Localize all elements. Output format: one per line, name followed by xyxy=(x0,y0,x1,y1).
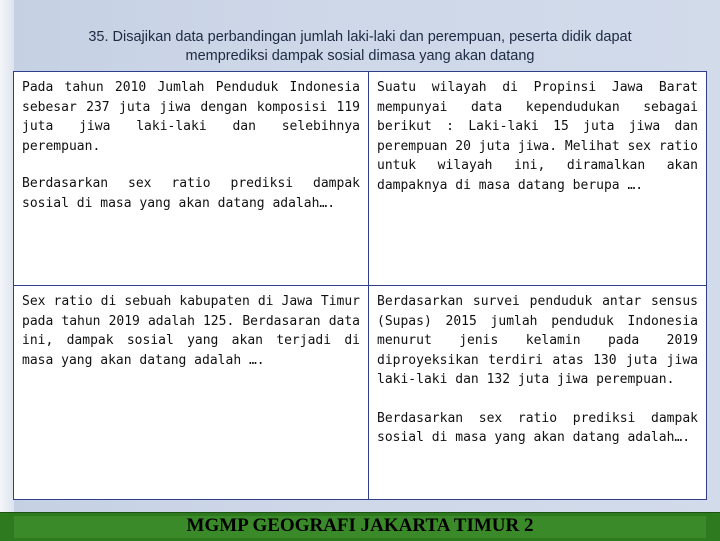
question-cell-bottom-left xyxy=(14,286,369,500)
question-header xyxy=(20,28,700,66)
question-cell-bottom-right xyxy=(369,286,707,500)
question-grid-row-1 xyxy=(14,72,707,286)
footer-title: MGMP GEOGRAFI JAKARTA TIMUR 2 xyxy=(186,515,534,536)
question-cell-top-left xyxy=(14,72,369,286)
question-header-line-1: 35. Disajikan data perbandingan jumlah laki-laki dan perempuan, peserta didik dapat xyxy=(88,29,632,45)
cell-bottom-right-paragraph-1: Berdasarkan survei penduduk antar sensus (Supas) 2015 jumlah penduduk Indonesia menurut jenis kelamin pada 2019 diproyeksikan terdiri atas 130 juta jiwa laki-laki dan 132 juta jiwa perempuan. xyxy=(377,294,698,387)
cell-top-left-paragraph-2: Berdasarkan sex ratio prediksi dampak sosial di masa yang akan datang adalah…. xyxy=(22,176,360,211)
cell-bottom-right-paragraph-2: Berdasarkan sex ratio prediksi dampak sosial di masa yang akan datang adalah…. xyxy=(377,410,698,445)
question-grid xyxy=(13,71,707,500)
cell-top-left-paragraph-1: Pada tahun 2010 Jumlah Penduduk Indonesia sebesar 237 juta jiwa dengan komposisi 119 juta jiwa laki-laki dan selebihnya perempuan. xyxy=(22,80,360,154)
cell-top-right-paragraph-1: Suatu wilayah di Propinsi Jawa Barat mempunyai data kependudukan sebagai berikut : Laki-laki 15 juta jiwa dan perempuan 20 juta jiwa. Melihat sex ratio untuk wilayah ini, diramalkan akan dampaknya di masa datang berupa …. xyxy=(377,80,698,193)
question-grid-row-2 xyxy=(14,286,707,500)
question-cell-top-right xyxy=(369,72,707,286)
question-header-line-2: memprediksi dampak sosial dimasa yang akan datang xyxy=(185,48,535,64)
slide-left-accent xyxy=(0,0,14,540)
cell-bottom-left-paragraph-1: Sex ratio di sebuah kabupaten di Jawa Timur pada tahun 2019 adalah 125. Berdasaran data ini, dampak sosial yang akan terjadi di masa yang akan datang adalah …. xyxy=(22,294,360,368)
